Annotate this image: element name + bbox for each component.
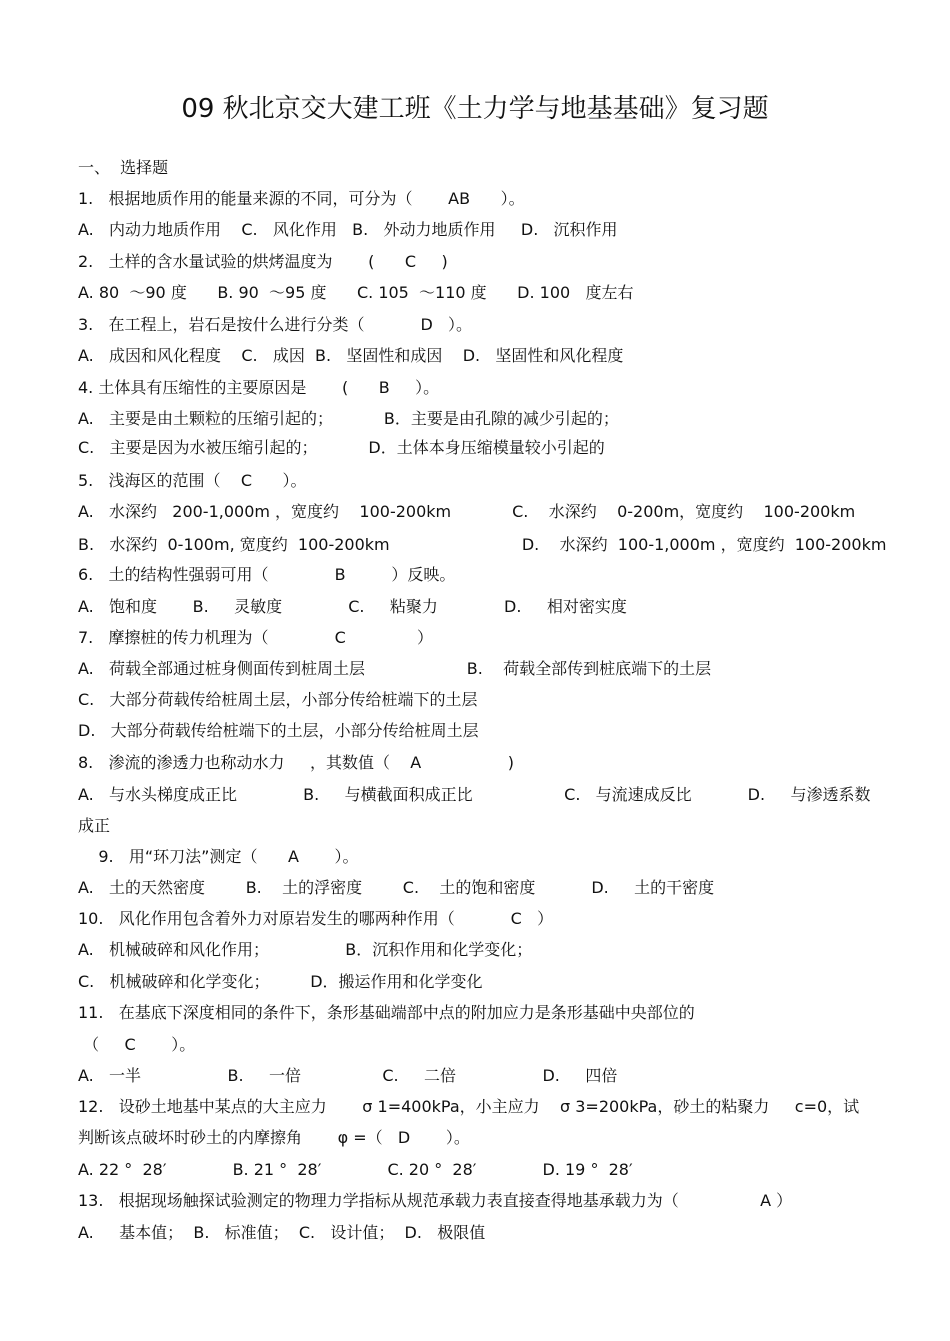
text-line: 9. 用“环刀法”测定（ A ）。	[78, 847, 359, 866]
text-line: 5. 浅海区的范围（ C ）。	[78, 471, 307, 490]
text-line: D. 大部分荷载传给桩端下的土层，小部分传给桩周土层	[78, 721, 479, 740]
text-line: A. 成因和风化程度 C. 成因 B. 坚固性和成因 D. 坚固性和风化程度	[78, 346, 624, 365]
text-line: C. 主要是因为水被压缩引起的； D．土体本身压缩模量较小引起的	[78, 438, 605, 457]
text-line: 成正	[78, 816, 111, 835]
text-line: A. 22 ° 28′ B. 21 ° 28′ C. 20 ° 28′ D. 19 ° 28′	[78, 1160, 633, 1179]
text-line: A. 土的天然密度 B. 土的浮密度 C. 土的饱和密度 D. 土的干密度	[78, 878, 715, 897]
text-line: 一、 选择题	[78, 158, 169, 177]
page-title: 09 秋北京交大建工班《土力学与地基基础》复习题	[181, 94, 769, 124]
text-line: 10. 风化作用包含着外力对原岩发生的哪两种作用（ C ）	[78, 909, 554, 928]
text-line: 2. 土样的含水量试验的烘烤温度为 ( C )	[78, 252, 448, 271]
text-line: A. 荷载全部通过桩身侧面传到桩周土层 B. 荷载全部传到桩底端下的土层	[78, 659, 712, 678]
text-line: A. 内动力地质作用 C. 风化作用 B. 外动力地质作用 D. 沉积作用	[78, 220, 618, 239]
text-line: C. 机械破碎和化学变化； D．搬运作用和化学变化	[78, 972, 483, 991]
text-line: 11. 在基底下深度相同的条件下，条形基础端部中点的附加应力是条形基础中央部位的	[78, 1003, 695, 1022]
text-line: A. 一半 B. 一倍 C. 二倍 D. 四倍	[78, 1066, 618, 1085]
text-line: 判断该点破坏时砂土的内摩擦角 φ =（ D ）。	[78, 1128, 470, 1147]
text-line: 3. 在工程上，岩石是按什么进行分类（ D ）。	[78, 315, 473, 334]
text-line: C. 大部分荷载传给桩周土层，小部分传给桩端下的土层	[78, 690, 478, 709]
text-line: A. 基本值； B. 标准值； C. 设计值； D. 极限值	[78, 1223, 486, 1242]
text-line: 4. 土体具有压缩性的主要原因是 ( B ）。	[78, 378, 440, 397]
text-line: （ C ）。	[78, 1035, 196, 1054]
text-line: 8. 渗流的渗透力也称动水力 ，其数值（ A )	[78, 753, 514, 772]
text-line: A. 机械破碎和风化作用； B．沉积作用和化学变化；	[78, 940, 533, 959]
text-line: 7. 摩擦桩的传力机理为（ C ）	[78, 628, 434, 647]
text-line: 13. 根据现场触探试验测定的物理力学指标从规范承载力表直接查得地基承载力为（ A ）	[78, 1191, 793, 1210]
text-line: A. 水深约 200-1,000m ，宽度约 100-200km C. 水深约 0-200m，宽度约 100-200km	[78, 502, 856, 521]
text-line: 1. 根据地质作用的能量来源的不同，可分为（ AB ）。	[78, 189, 525, 208]
text-line: 12. 设砂土地基中某点的大主应力 σ 1=400kPa，小主应力 σ 3=200kPa，砂土的粘聚力 c=0，试	[78, 1097, 860, 1116]
text-line: A. 饱和度 B. 灵敏度 C. 粘聚力 D. 相对密实度	[78, 597, 627, 616]
text-line: A. 80 ～90 度 B. 90 ～95 度 C. 105 ～110 度 D. 100 度左右	[78, 283, 634, 302]
text-line: B. 水深约 0-100m, 宽度约 100-200km D. 水深约 100-1,000m ，宽度约 100-200km	[78, 535, 887, 554]
text-line: A. 与水头梯度成正比 B. 与横截面积成正比 C. 与流速成反比 D. 与渗透系数	[78, 785, 871, 804]
text-line: A. 主要是由土颗粒的压缩引起的； B．主要是由孔隙的减少引起的；	[78, 409, 619, 428]
text-line: 6. 土的结构性强弱可用（ B ）反映。	[78, 565, 456, 584]
